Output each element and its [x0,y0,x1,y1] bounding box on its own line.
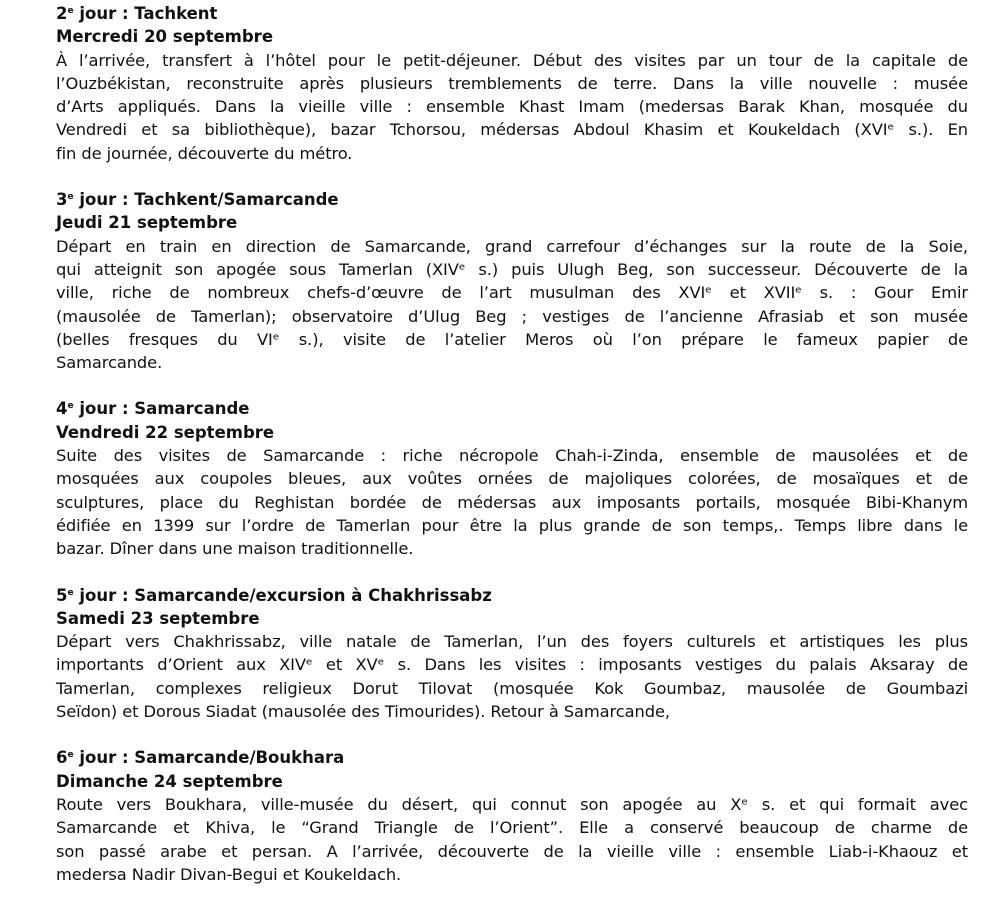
description-line: édifiée en 1399 sur l’ordre de Tamerlan pour être la plus grande de son temps,. Temps libre dans le [56,515,968,535]
description-line: Tamerlan, complexes religieux Dorut Tilovat (mosquée Kok Goumbaz, mausolée de Goumbazi [56,678,968,698]
day-date: Samedi 23 septembre [56,608,260,628]
day-title: jour : Samarcande/excursion à Chakhrissabz [73,585,492,605]
description-line: Samarcande et Khiva, le “Grand Triangle de l’Orient”. Elle a conservé beaucoup de charme de [56,818,968,838]
day-number: 2e [56,4,74,23]
day-number: 3e [56,190,74,210]
day-section-6 [56,746,968,886]
description-line: (belles fresques du VIᵉ s.), visite de l’atelier Meros où l’on prépare le fameux papier de [56,329,968,349]
day-number: 6e [56,748,74,768]
day-section-5 [56,584,968,724]
day-title: jour : Samarcande/Boukhara [73,748,345,768]
description-line: Vendredi et sa bibliothèque), bazar Tchorsou, médersas Abdoul Khasim et Koukeldach (XVIᵉ s.). En [56,120,968,140]
description-line: l’Ouzbékistan, reconstruite après plusieurs tremblements de terre. Dans la ville nouvelle : musée [56,73,968,93]
description-line: ville, riche de nombreux chefs-d’œuvre de l’art musulman des XVIᵉ et XVIIᵉ s. : Gour Emir [56,283,968,303]
description-line: Départ en train en direction de Samarcande, grand carrefour d’échanges sur la route de la Soie, [56,236,968,256]
description-line: qui atteignit son apogée sous Tamerlan (XIVᵉ s.) puis Ulugh Beg, son successeur. Découverte de la [56,259,968,279]
day-description [56,793,968,886]
description-line: Départ vers Chakhrissabz, ville natale de Tamerlan, l’un des foyers culturels et artistiques les plus [56,632,968,652]
day-title: jour : Tachkent [73,4,218,23]
description-line: sculptures, place du Reghistan bordée de médersas aux imposants portails, mosquée Bibi-Khanym [56,492,968,512]
description-line: (mausolée de Tamerlan); observatoire d’Ulug Beg ; vestiges de l’ancienne Afrasiab et son musée [56,306,968,326]
day-number: 4e [56,399,74,419]
day-date: Jeudi 21 septembre [56,213,238,233]
day-date: Dimanche 24 septembre [56,771,283,791]
day-heading [56,746,968,769]
description-line: Route vers Boukhara, ville-musée du désert, qui connut son apogée au Xᵉ s. et qui formait avec [56,794,968,814]
description-line: son passé arabe et persan. A l’arrivée, découverte de la vieille ville : ensemble Liab-i-Khaouz et [56,841,968,861]
description-line: À l’arrivée, transfert à l’hôtel pour le petit-déjeuner. Début des visites par un tour de la capitale de [56,50,968,70]
day-description [56,444,968,560]
description-line: importants d’Orient aux XIVᵉ et XVᵉ s. Dans les visites : imposants vestiges du palais Aksaray de [56,655,968,675]
day-date: Mercredi 20 septembre [56,27,274,47]
day-title: jour : Samarcande [73,399,250,419]
day-section-4 [56,397,968,560]
description-line: Suite des visites de Samarcande : riche nécropole Chah-i-Zinda, ensemble de mausolées et de [56,446,968,466]
day-description [56,235,968,375]
day-number: 5e [56,585,74,605]
description-line: medersa Nadir Divan-Begui et Koukeldach. [56,864,402,884]
description-line: mosquées aux coupoles bleues, aux voûtes ornées de majoliques colorées, de mosaïques et de [56,469,968,489]
day-section-3 [56,188,968,374]
day-section-2 [56,2,968,165]
description-line: Seïdon) et Dorous Siadat (mausolée des Timourides). Retour à Samarcande, [56,702,670,722]
itinerary-page [56,2,968,886]
description-line: bazar. Dîner dans une maison traditionnelle. [56,539,414,559]
day-heading [56,2,968,25]
day-heading [56,397,968,420]
description-line: d’Arts appliqués. Dans la vieille ville : ensemble Khast Imam (medersas Barak Khan, mosquée du [56,97,968,117]
description-line: fin de journée, découverte du métro. [56,143,353,163]
description-line: Samarcande. [56,353,163,373]
day-description [56,49,968,165]
day-date: Vendredi 22 septembre [56,422,275,442]
day-description [56,630,968,723]
day-heading [56,584,968,607]
day-title: jour : Tachkent/Samarcande [73,190,339,210]
day-heading [56,188,968,211]
